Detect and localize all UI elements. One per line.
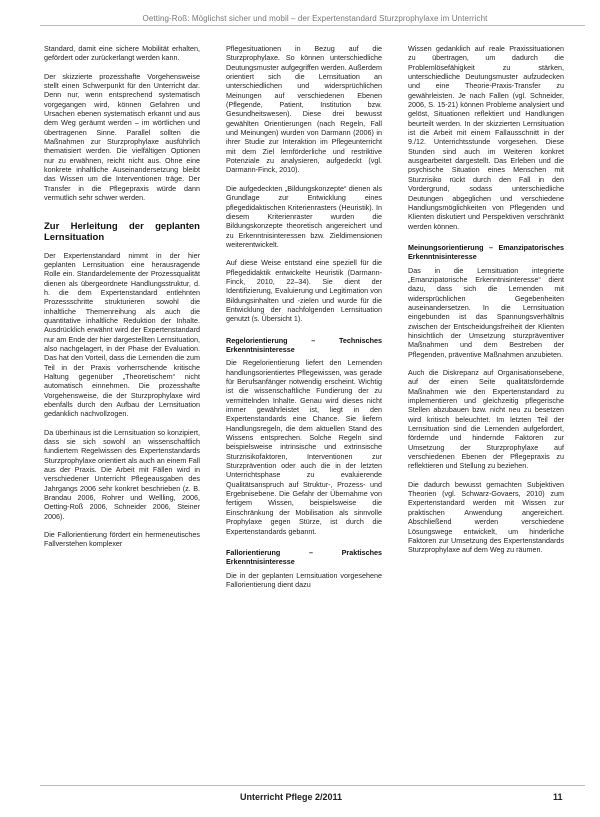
page-number: 11 [553, 792, 563, 802]
paragraph: Pflegesituationen in Bezug auf die Sturzprophylaxe. So können unterschiedliche Deutungsmuster aufgegriffen werden. Außerdem orientiert sich die Lernsituation an unterschiedlichen und widersprüchlichen Meinungen auf verschiedenen Ebenen (Pflegende, Patient, Institution bzw. Gesundheitswesen). Diese drei bewusst gewählten Orientierungen (nach Regeln, Fall und Meinungen) wurden von Darmann (2006) in ihrer Studie zur Interaktion im Pflegeunterricht mit dem Ziel lernförderliche und restriktive Potenziale zu analysieren, aufgedeckt (vgl. Darmann-Finck, 2010). [226, 44, 382, 175]
paragraph: Die Fallorientierung fördert ein hermeneutisches Fallverstehen komplexer [44, 530, 200, 549]
footer-divider [40, 785, 585, 786]
text-column-3 [408, 44, 564, 555]
subsection-heading: Regelorientierung – Technisches Erkenntnisinteresse [226, 335, 382, 354]
paragraph: Auf diese Weise entstand eine speziell für die Pflegedidaktik entwickelte Heuristik (Darmann-Finck, 2010, 22–34). Sie dient der Identifizierung, Evaluierung und Legitimation von Bildungsinhalten und -zielen und wurde für die Entwicklung der nachfolgenden Lernsituation genutzt (s. Übersicht 1). [226, 258, 382, 324]
paragraph: Der Expertenstandard nimmt in der hier geplanten Lernsituation eine herausragende Rolle ein. Standardelemente der Prozessqualität dienen als übergeordnete Handlungsstruktur, d. h. die dem Expertenstandard entlehnten Prozessschritte strukturieren sowohl die inhaltliche Themenreihung als auch die quantitative inhaltliche Reduktion der Inhalte. Ausdrücklich erwähnt wird der Expertenstandard nur am Ende der hier dargestellten Lernsituation, also nachgelagert, in der Phase der Evaluation. Das hat den Vorteil, dass die Lernenden die zum Teil in der Praxis vorherrschende kritische Haltung gegenüber „Theoretischem“ nicht automatisch einnehmen. Die prozesshafte Vorgehensweise, die der Sturzprophylaxe wird ebenfalls durch den Aufbau der Lernsituation gedanklich nachvollzogen. [44, 250, 200, 419]
journal-footer: Unterricht Pflege 2/2011 [240, 792, 343, 802]
subsection-heading: Meinungsorientierung – Emanzipatorisches Erkenntnisinteresse [408, 242, 564, 262]
paragraph: Wissen gedanklich auf reale Praxissituationen zu übertragen, um dadurch die Problemlösefähigkeit zu stärken, unterschiedliche Deutungsmuster aufzudecken und eine Theorie-Praxis-Transfer zu gewährleisten. Je nach Fallen (vgl. Schneider, 2006, S. 15-21) können Probleme analysiert und gelöst, Situationen reflektiert und Handlungen beurteilt werden. In der skizzierten Lernsituation ist die Arbeit mit einem Fallausschnitt in der 9./12. Unterrichtsstunde vorgesehen. Diese Stunden sind auch im Weiteren konkret ausgearbeitet dargestellt. Das Erleben und die psychische Situation eines Menschen mit Sturzrisiko rückt durch den Fall in den Vordergrund, sodass unterschiedliche Deutungen abgeglichen und verschiedene Handlungsmöglichkeiten von Pflegenden und Klienten diskutiert und Perspektiven verschränkt werden können. [408, 44, 564, 231]
paragraph: Die aufgedeckten „Bildungskonzepte“ dienen als Grundlage zur Entwicklung eines pflegedidaktischen Kriterienrasters (Heuristik). In diesem Kriterienraster wurden die Bildungskonzepte theoretisch angereichert und zu Erkenntnisinteressen bzw. Zieldimensionen weiterentwickelt. [226, 183, 382, 249]
subsection-heading: Fallorientierung – Praktisches Erkenntnisinteresse [226, 547, 382, 567]
header-divider [40, 25, 585, 26]
section-heading: Zur Herleitung der geplanten Lernsituation [44, 220, 200, 243]
paragraph: Die Regelorientierung liefert den Lernenden handlungsorientiertes Pflegewissen, was gerade für Berufsanfänger notwendig erscheint. Wichtig ist die wissenschaftliche Fundierung der zu vermittelnden Inhalte. Genau wird dieses nicht immer gewährleistet ist, liegt in den Expertenstandards eine Chance. Sie liefern Handlungsregeln, die dem aktuellen Stand des Wissens entsprechen. Solche Regeln sind beispielsweise intrinsische und extrinsische Sturzrisikofaktoren, Interventionen zur Sturzprävention oder auch die in der letzten Unterrichtsphase zu evaluierende Qualitätsanspruch auf Struktur-, Prozess- und Ergebnisebene. Die Gefahr der Übernahme von fertigem Wissen, beispielsweise die Einschränkung der Mobilisation als sinnvolle Prophylaxe gegen Stürze, ist durch die Expertenstandards gebannt. [226, 358, 382, 536]
running-header: Oetting-Roß: Möglichst sicher und mobil – der Expertenstandard Sturzprophylaxe im Unterricht [142, 14, 488, 23]
text-column-1 [44, 44, 200, 549]
paragraph: Die dadurch bewusst gemachten Subjektiven Theorien (vgl. Schwarz-Govaers, 2010) zum Expertenstandard werden mit Wissen zur praktischen Anwendung angereichert. Abschließend werden verschiedene Lösungswege entwickelt, um hinderliche Faktoren zur Umsetzung des Expertenstandards Sturzprophylaxe auf dem Weg zu räumen. [408, 479, 564, 555]
paragraph: Der skizzierte prozesshafte Vorgehensweise stellt einen Schwerpunkt für den Unterricht dar. Denn nur, wenn entsprechend systematisch vorgegangen wird, können Gefahren und Ursachen ebenen systematisch erkannt und aus dem Weg geräumt werden – im wörtlichen und übertragenen Sinne. Parallel sollten die Maßnahmen zur Sturzprophylaxe ausführlich thematisiert werden. Die vielfältigen Optionen nur zu erwähnen, reicht nicht aus. Ohne eine konkrete inhaltliche Auseinandersetzung bleibt das Wissen um die Interventionen träge. Der Transfer in die Pflegepraxis würde dann vermutlich sehr schwer werden. [44, 71, 200, 203]
paragraph: Das in die Lernsituation integrierte „Emanzipatorische Erkenntnisinteresse“ dient dazu, dass sich die Lernenden mit widersprüchlichen Gegebenheiten auseinandersetzen. In die Lernsituation eingebunden ist das Spannungsverhältnis zwischen der Entscheidungsfreiheit der Klienten hinsichtlich der Umsetzung sturzpräventiver Maßnahmen und dem Bestreben der Pflegenden, präventive Maßnahmen anzubieten. [408, 265, 564, 359]
paragraph: Standard, damit eine sichere Mobilität erhalten, gefördert oder zurückerlangt werden kann. [44, 44, 200, 63]
paragraph: Da überhinaus ist die Lernsituation so konzipiert, dass sie sich sowohl an wissenschaftlich fundiertem Regelwissen des Expertenstandards Sturzprophylaxe orientiert als auch an einem Fall aus der Praxis. Die Arbeit mit Fällen wird in verschiedener Unterricht Pflegeausgaben des Jahrgangs 2006 sehr konkret beschrieben (z. B. Brandau 2006, Rohrer und Wellling, 2006, Oetting-Roß 2006, Schneider 2006, Steiner 2006). [44, 427, 200, 521]
text-column-2 [226, 44, 382, 589]
paragraph: Die in der geplanten Lernsituation vorgesehene Fallorientierung dient dazu [226, 570, 382, 589]
paragraph: Auch die Diskrepanz auf Organisationsebene, auf der einen Seite qualitätsfördernde Maßnahmen wie den Expertenstandard zu implementieren und gleichzeitig pflegerische Stellen abzubauen bzw. nicht neu zu besetzen wird kritisch beleuchtet. Im letzten Teil der Lernsituation sind die Lernenden aufgefordert, fördernde und hindernde Faktoren zur Umsetzung der Sturzprophylaxe auf verschiedenen Ebenen der Pflegepraxis zu reflektieren und Stellung zu beziehen. [408, 368, 564, 471]
